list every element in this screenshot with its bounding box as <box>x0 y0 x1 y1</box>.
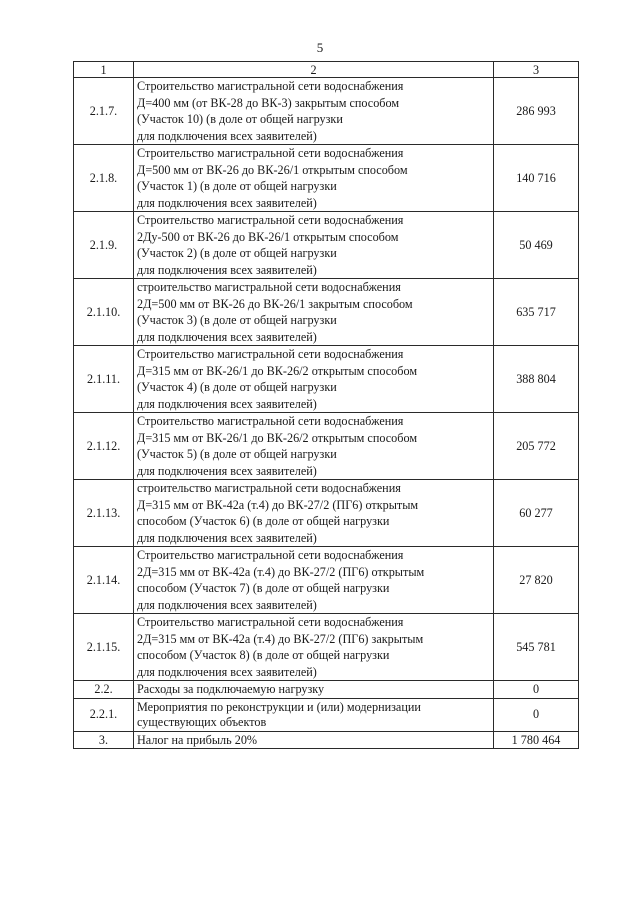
description-line: Д=315 мм от ВК-26/1 до ВК-26/2 открытым способом <box>137 430 418 445</box>
row-number: 2.1.14. <box>74 547 134 614</box>
column-header: 2 <box>134 62 494 78</box>
description-line: существующих объектов <box>137 714 267 729</box>
row-number: 2.1.12. <box>74 413 134 480</box>
description-line: 2Д=315 мм от ВК-42а (т.4) до ВК-27/2 (ПГ6) закрытым <box>137 631 424 646</box>
table-row <box>74 681 579 699</box>
table-row <box>74 212 579 279</box>
description-line: (Участок 5) (в доле от общей нагрузки <box>137 447 337 461</box>
description-line: для подключения всех заявителей) <box>137 597 317 612</box>
description-line: способом (Участок 8) (в доле от общей нагрузки <box>137 648 390 662</box>
row-description <box>134 212 494 279</box>
description-line: Д=400 мм (от ВК-28 до ВК-3) закрытым способом <box>137 95 400 110</box>
description-line: Строительство магистральной сети водоснабжения <box>137 414 404 428</box>
description-line: Строительство магистральной сети водоснабжения <box>137 548 404 562</box>
description-line: для подключения всех заявителей) <box>137 396 317 411</box>
table-row <box>74 78 579 145</box>
row-description <box>134 78 494 145</box>
table-row <box>74 279 579 346</box>
row-number: 2.1.10. <box>74 279 134 346</box>
table-row <box>74 698 579 731</box>
description-line: строительство магистральной сети водоснабжения <box>137 280 401 294</box>
description-line: Д=500 мм от ВК-26 до ВК-26/1 открытым способом <box>137 162 408 177</box>
row-value: 140 716 <box>494 145 579 212</box>
description-line: для подключения всех заявителей) <box>137 262 317 277</box>
row-number: 2.1.8. <box>74 145 134 212</box>
table-row <box>74 614 579 681</box>
row-number: 2.2.1. <box>74 698 134 731</box>
row-description <box>134 279 494 346</box>
table-row <box>74 346 579 413</box>
row-description <box>134 346 494 413</box>
row-number: 2.1.15. <box>74 614 134 681</box>
description-line: для подключения всех заявителей) <box>137 128 317 143</box>
row-value: 1 780 464 <box>494 731 579 749</box>
row-description <box>134 614 494 681</box>
row-number: 2.1.11. <box>74 346 134 413</box>
page-number: 5 <box>316 40 324 55</box>
row-description <box>134 480 494 547</box>
description-line: для подключения всех заявителей) <box>137 530 317 545</box>
description-line: для подключения всех заявителей) <box>137 329 317 344</box>
description-line: (Участок 3) (в доле от общей нагрузки <box>137 313 337 327</box>
description-line: (Участок 2) (в доле от общей нагрузки <box>137 246 337 260</box>
description-line: 2Д=315 мм от ВК-42а (т.4) до ВК-27/2 (ПГ6) открытым <box>137 564 425 579</box>
row-description <box>134 681 494 699</box>
description-line: Строительство магистральной сети водоснабжения <box>137 347 404 361</box>
table-row <box>74 413 579 480</box>
row-description <box>134 731 494 749</box>
description-line: Расходы за подключаемую нагрузку <box>137 682 325 696</box>
row-value: 27 820 <box>494 547 579 614</box>
row-number: 2.1.9. <box>74 212 134 279</box>
description-line: (Участок 1) (в доле от общей нагрузки <box>137 179 337 193</box>
row-description <box>134 413 494 480</box>
description-line: способом (Участок 6) (в доле от общей нагрузки <box>137 514 390 528</box>
row-number: 2.1.7. <box>74 78 134 145</box>
description-line: строительство магистральной сети водоснабжения <box>137 481 401 495</box>
description-line: (Участок 10) (в доле от общей нагрузки <box>137 112 343 126</box>
row-value: 635 717 <box>494 279 579 346</box>
description-line: Д=315 мм от ВК-26/1 до ВК-26/2 открытым способом <box>137 363 418 378</box>
row-value: 286 993 <box>494 78 579 145</box>
description-line: Строительство магистральной сети водоснабжения <box>137 213 404 227</box>
row-value: 0 <box>494 698 579 731</box>
column-header: 1 <box>74 62 134 78</box>
row-value: 0 <box>494 681 579 699</box>
cost-table <box>73 61 579 749</box>
description-line: Д=315 мм от ВК-42а (т.4) до ВК-27/2 (ПГ6) открытым <box>137 497 419 512</box>
table-header-row <box>74 62 579 78</box>
table-row <box>74 145 579 212</box>
description-line: Строительство магистральной сети водоснабжения <box>137 146 404 160</box>
description-line: (Участок 4) (в доле от общей нагрузки <box>137 380 337 394</box>
description-line: Строительство магистральной сети водоснабжения <box>137 79 404 93</box>
table-row <box>74 480 579 547</box>
row-description <box>134 145 494 212</box>
row-number: 3. <box>74 731 134 749</box>
description-line: для подключения всех заявителей) <box>137 463 317 478</box>
description-line: 2Д=500 мм от ВК-26 до ВК-26/1 закрытым способом <box>137 296 413 311</box>
row-value: 205 772 <box>494 413 579 480</box>
table-row <box>74 547 579 614</box>
description-line: Строительство магистральной сети водоснабжения <box>137 615 404 629</box>
description-line: для подключения всех заявителей) <box>137 195 317 210</box>
row-value: 545 781 <box>494 614 579 681</box>
row-number: 2.1.13. <box>74 480 134 547</box>
row-value: 60 277 <box>494 480 579 547</box>
row-number: 2.2. <box>74 681 134 699</box>
row-description <box>134 547 494 614</box>
row-value: 50 469 <box>494 212 579 279</box>
row-description <box>134 698 494 731</box>
description-line: для подключения всех заявителей) <box>137 664 317 679</box>
description-line: Мероприятия по реконструкции и (или) модернизации <box>137 699 421 714</box>
description-line: 2Ду-500 от ВК-26 до ВК-26/1 открытым способом <box>137 229 399 244</box>
column-header: 3 <box>494 62 579 78</box>
table-row <box>74 731 579 749</box>
row-value: 388 804 <box>494 346 579 413</box>
description-line: Налог на прибыль 20% <box>137 732 258 747</box>
description-line: способом (Участок 7) (в доле от общей нагрузки <box>137 581 390 595</box>
